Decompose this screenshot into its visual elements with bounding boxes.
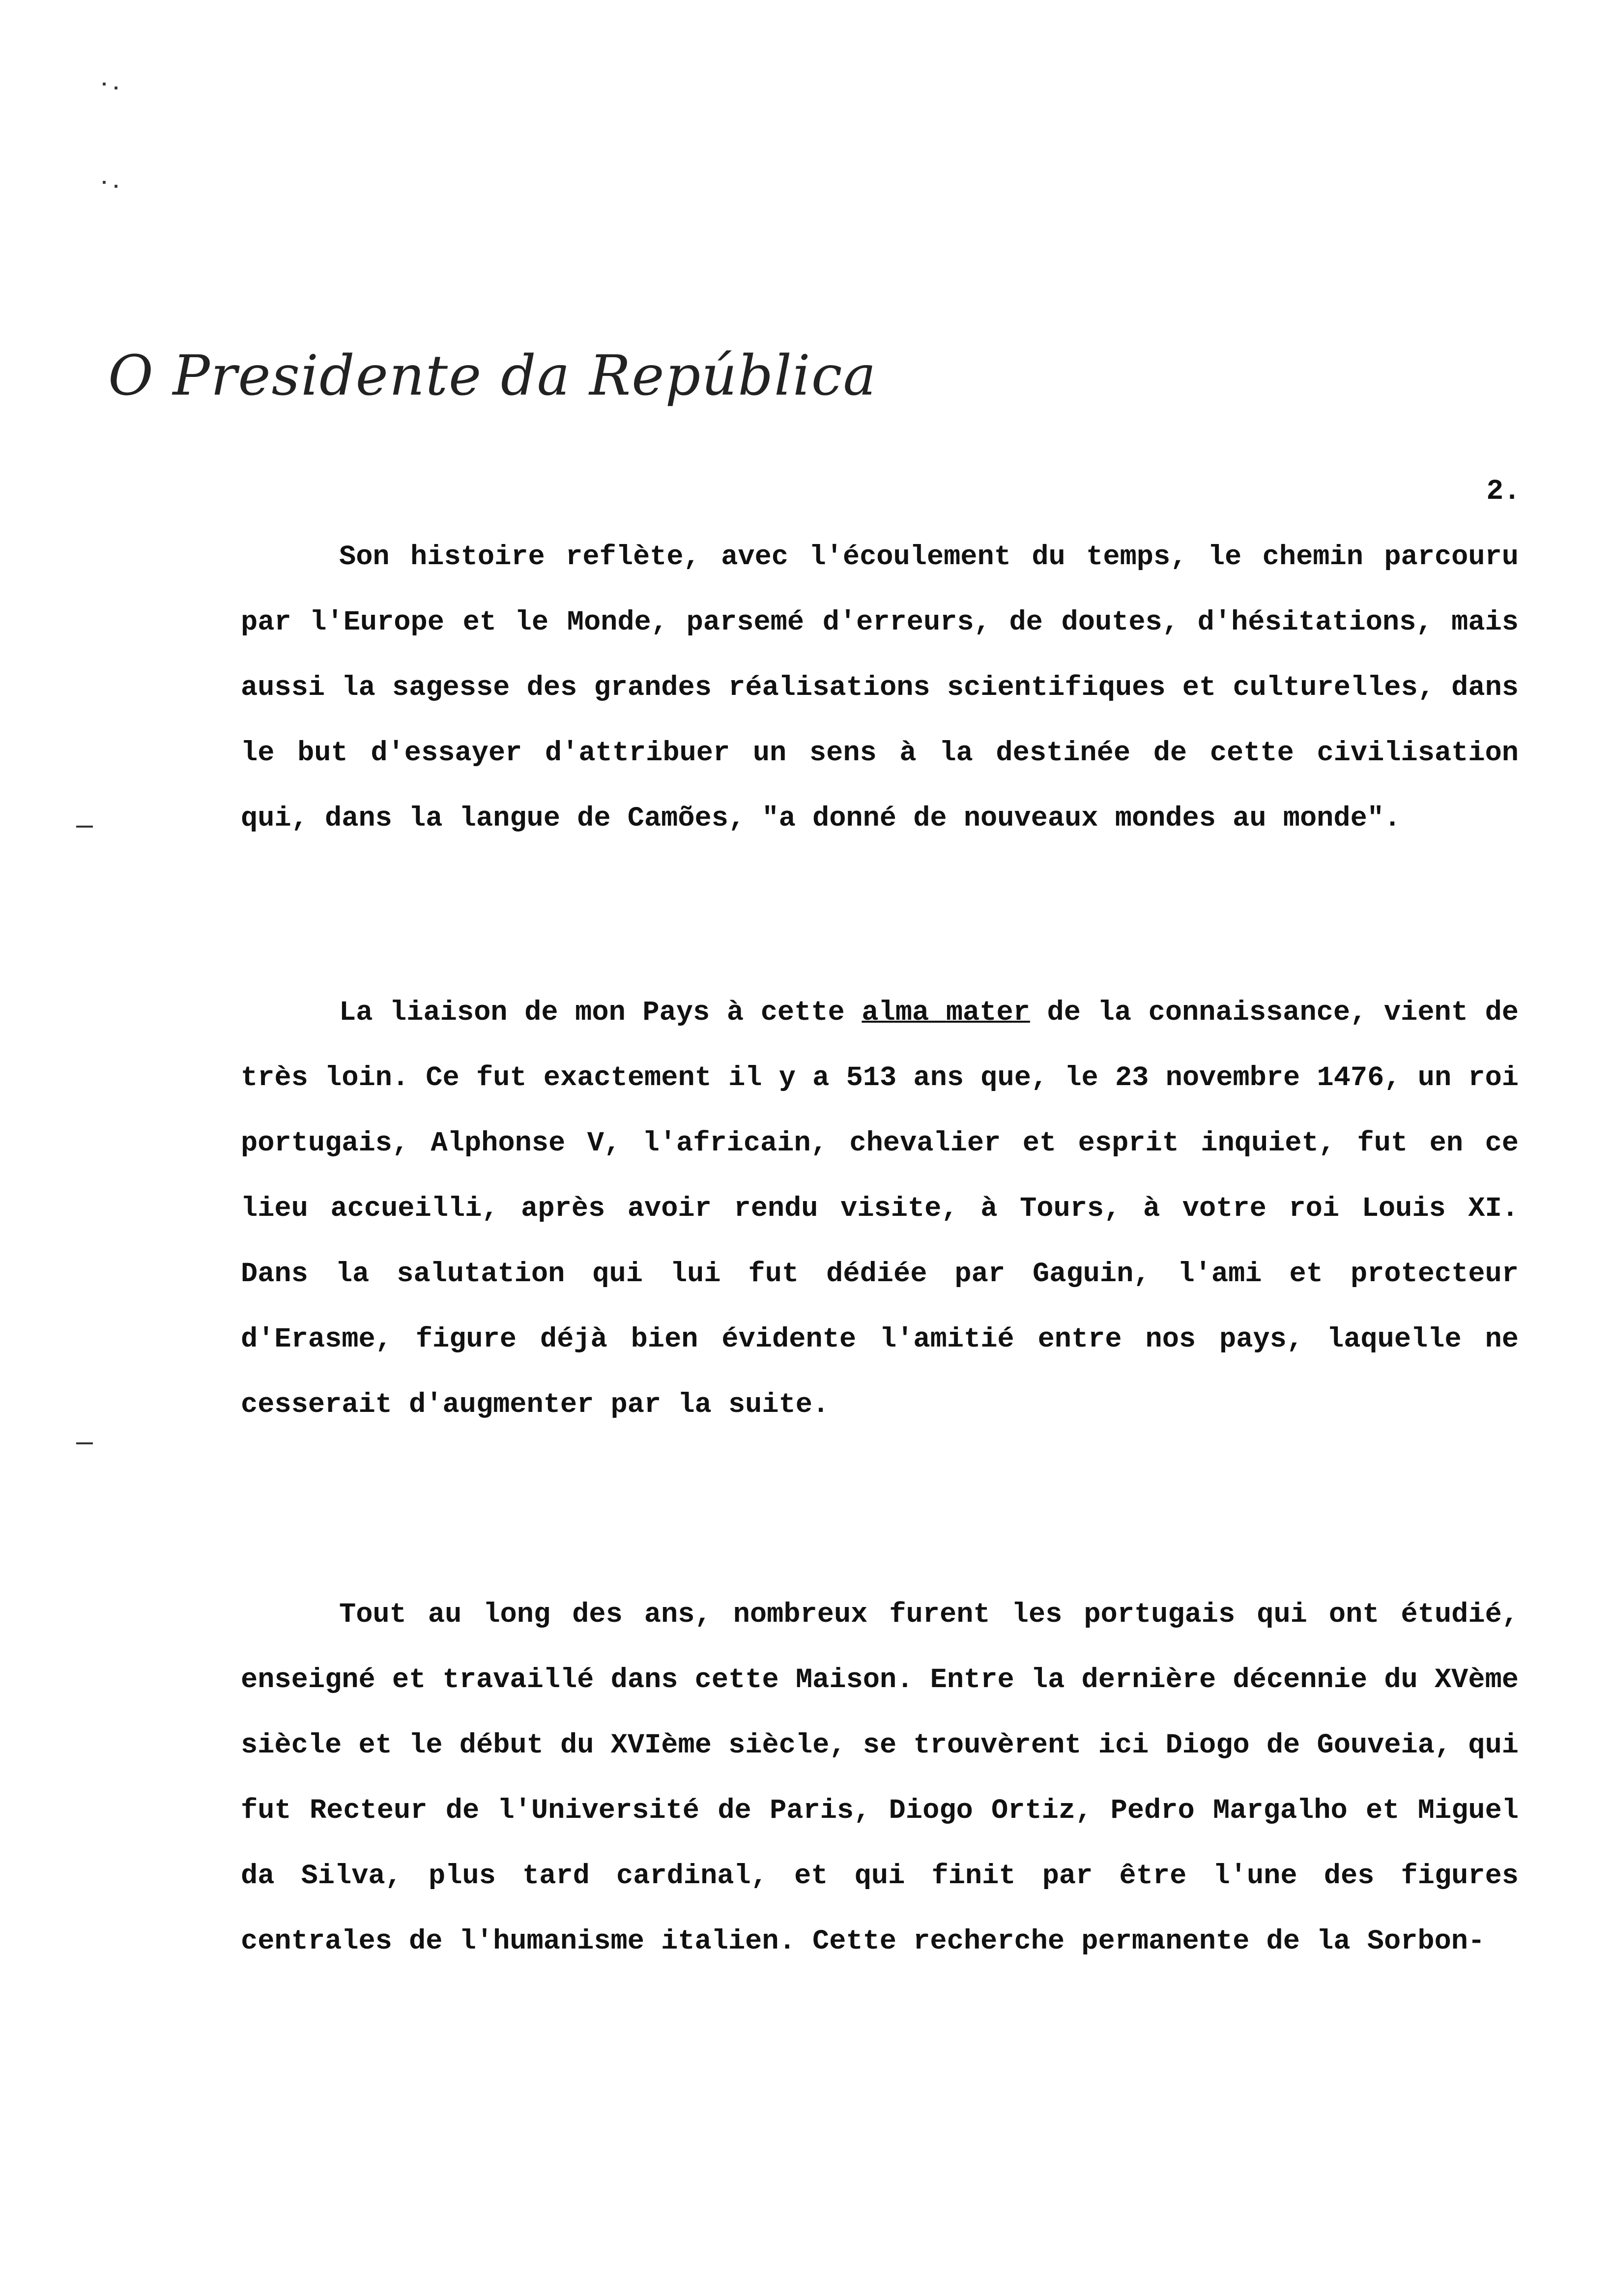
page-number: 2. <box>1486 476 1521 508</box>
margin-dash-1 <box>76 826 93 828</box>
scan-mark-top: ·. <box>98 74 122 96</box>
scan-mark-upper: ·. <box>98 172 122 194</box>
underlined-phrase: alma mater <box>862 997 1030 1029</box>
paragraph-1: Son histoire reflète, avec l'écoulement du temps, le chemin parcouru par l'Europe et le Monde, parsemé d'erreurs, de doutes, d'hésitations, mais aussi la sagesse des grandes réalisations scientifiques et culturelles, dans le but d'essayer d'attribuer un sens à la destinée de cette civilisation qui, dans la langue de Camões, "a donné de nouveaux mondes au monde". <box>241 542 1519 834</box>
margin-dash-2 <box>76 1442 93 1444</box>
paragraph-2-lead: La liaison de mon Pays à cette <box>339 997 862 1029</box>
paragraph-2 <box>241 980 1519 1438</box>
paragraph-3: Tout au long des ans, nombreux furent les portugais qui ont étudié, enseigné et travaillé dans cette Maison. Entre la dernière décennie du XVème siècle et le début du XVIème siècle, se trouvèrent ici Diogo de Gouveia, qui fut Recteur de l'Université de Paris, Diogo Ortiz, Pedro Margalho et Miguel da Silva, plus tard cardinal, et qui finit par être l'une des figures centrales de l'humanisme italien. Cette recherche permanente de la Sorbon- <box>241 1599 1519 1957</box>
paragraph-2-rest: de la connaissance, vient de très loin. Ce fut exactement il y a 513 ans que, le 23 novembre 1476, un roi portugais, Alphonse V, l'africain, chevalier et esprit inquiet, fut en ce lieu accueilli, après avoir rendu visite, à Tours, à votre roi Louis XI. Dans la salutation qui lui fut dédiée par Gaguin, l'ami et protecteur d'Erasme, figure déjà bien évidente l'amitié entre nos pays, laquelle ne cesserait d'augmenter par la suite. <box>241 997 1519 1421</box>
letterhead-title: O Presidente da República <box>108 344 877 408</box>
